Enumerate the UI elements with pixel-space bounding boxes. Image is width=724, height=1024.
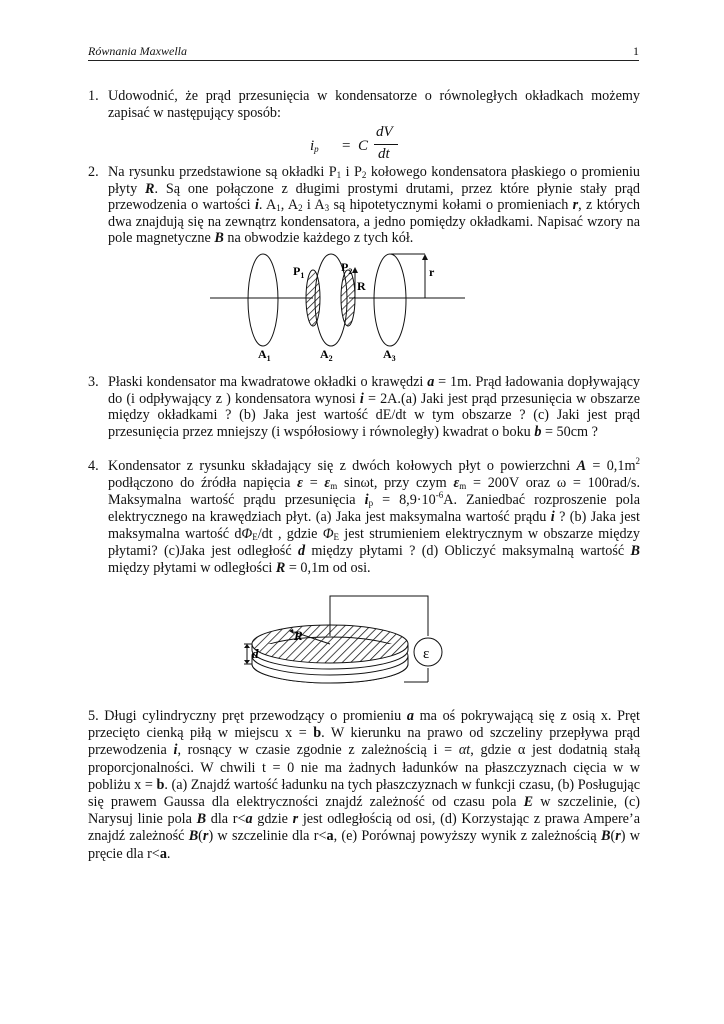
label-R: R (294, 628, 303, 643)
problem-text: Kondensator z rysunku składający się z dwóch kołowych płyt o powierzchni $A = 0,1m^2$ podłączono do źródła napięcia $\varepsilon = \varepsilon_m$ sinωt, przy czym $\varepsilon_m = 200V$ oraz ω = 100rad/s. Maksymalna wartość prądu przesunięcia $i_p = 8,9\cdot 10^{-6}A$. Zaniedbać rozproszenie pola elektrycznego na krawędziach płyt. (a) Jaka jest maksymalna wartość prądu i ? (b) Jaka jest maksymalna wartość $d\Phi_E/dt$ , gdzie $\Phi_E$ jest strumieniem elektrycznym w obszarze między płytami? (c)Jaka jest odległość d między płytami ? (d) Obliczyć maksymalną wartość B między płytami w odległości R = 0,1m od osi. (108, 456, 640, 576)
problem-2 (88, 164, 640, 248)
header-title: Równania Maxwella (88, 44, 187, 58)
label-p1: $P_1$ (293, 264, 305, 280)
problem-text: Udowodnić, że prąd przesunięcia w kondensatorze o równoległych okładkach możemy zapisać w następujący sposób: (108, 88, 640, 121)
problem-text: Na rysunku przedstawione są okładki $P_1$ i $P_2$ kołowego kondensatora płaskiego o promieniu płyty R. Są one połączone z długimi prostymi drutami, przez które płynie stały prąd przewodzenia o wartości i. $A_1$, $A_2$ i $A_3$ są hipotetycznymi kołami o promieniach r, z których dwa znajdują się na zewnątrz kondensatora, a jedno pomiędzy okładkami. Napisać wzory na pole magnetyczne B na obwodzie każdego z tych kół. (108, 164, 641, 247)
problem-1 (88, 88, 640, 168)
problem-5 (88, 708, 640, 868)
problem-number: 5. (88, 708, 99, 724)
label-r: r (429, 265, 435, 279)
problem-number: 1. (88, 88, 99, 104)
label-a3: $A_3$ (383, 347, 396, 363)
problem-number: 2. (88, 164, 99, 180)
label-a2: $A_2$ (320, 347, 333, 363)
problem-text: Płaski kondensator ma kwadratowe okładki o krawędzi a = 1m. Prąd ładowania dopływający do (i odpływający z ) kondensatora wynosi i = 2A.(a) Jaki jest prąd przesunięcia w obszarze między okładkami ? (b) Jaka jest wartość dE/dt w tym obszarze ? (c) Jaki jest prąd przesunięcia przez mniejszy (i współosiowy i równoległy) kwadrat o boku b = 50cm ? (108, 374, 640, 440)
label-p2: $P_2$ (341, 260, 353, 276)
displacement-current-formula: $i_p$ = C dV dt (310, 126, 430, 166)
page-number: 1 (633, 44, 639, 58)
running-header (88, 44, 639, 61)
problem-4 (88, 458, 640, 584)
figure-disc-capacitor (234, 592, 454, 690)
figure-capacitor-circles (205, 248, 495, 364)
plate-p1 (306, 270, 320, 326)
problem-text: 5. Długi cylindryczny pręt przewodzący o promieniu a ma oś pokrywającą się z osią x. Pręt przecięto cienką piłą w miejscu x = b. W kierunku na prawo od szczeliny przepływa prąd przewodzenia i, rosnący w czasie zgodnie z zależnością i = αt, gdzie α jest dodatnią stałą proporcjonalności. W chwili t = 0 nie ma żadnych ładunków na płaszczyznach cięcia w w pobliżu x = b. (a) Znajdź wartość ładunku na tych płaszczyznach w funkcji czasu, (b) Posługując się prawem Gaussa dla elektryczności znajdź zależność od czasu pola E w szczelinie, (c) Narysuj linie pola B dla r<a gdzie r jest odległością od osi, (d) Korzystając z prawa Ampere’a znajdź zależność B(r) w szczelinie dla r<a, (e) Porównaj powyższy wynik z zależnością B(r) w pręcie dla r<a. (88, 708, 640, 862)
label-epsilon: ε (423, 646, 430, 662)
label-d: d (252, 646, 259, 661)
circle-a3 (374, 254, 406, 346)
problem-number: 4. (88, 458, 99, 474)
label-a1: $A_1$ (258, 347, 271, 363)
problem-3 (88, 374, 640, 458)
plate-p2 (341, 270, 355, 326)
label-R: R (357, 279, 366, 293)
problem-number: 3. (88, 374, 99, 390)
circle-a1 (248, 254, 278, 346)
